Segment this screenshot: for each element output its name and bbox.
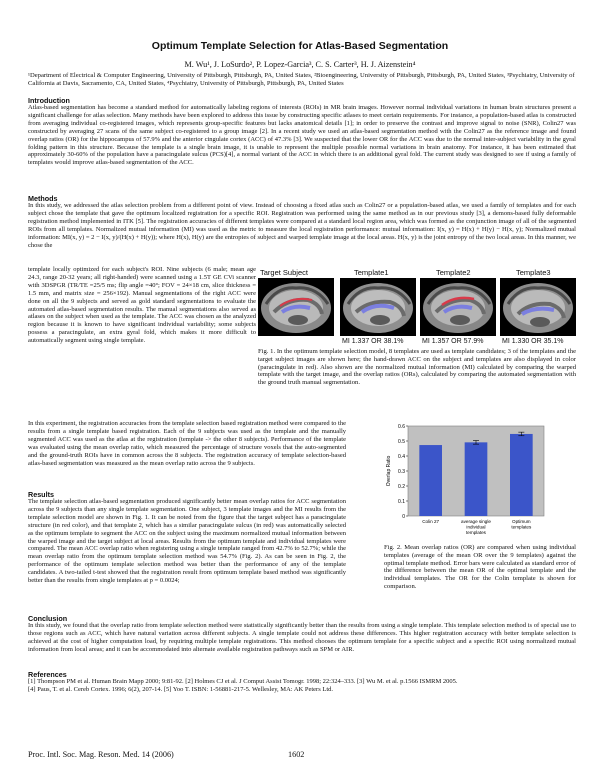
y-tick-label: 0.4 bbox=[398, 453, 405, 460]
figure-1-caption: Fig. 1. In the optimum template selection model, 8 templates are used as template candidates; 3 of the templates and the target subject images are shown here; the hand-drawn ACC on the subject and templates are also displayed in color (paracingulate in red). Also shown are the normalized mutual information (MI) calculated by comparing the warped template with the target image, and the overlap ratios (ORs), calculated by comparing the automated segmentation with the ground truth manual segmentation. bbox=[258, 348, 576, 387]
figure-1-mi-template1: MI 1.337 OR 38.1% bbox=[342, 338, 404, 345]
methods-text-2: In this experiment, the registration accuracies from the template selection based registration method were compared to the results from a single template based registration. Each of the 9 subjects was used as the template and the manually segmented ACC was used as the atlas at the registration (template -> the other 8 subjects). Performance of the template was evaluated using the mean overlap ratio, which measured the percentage of structure voxels that the auto-segmented and the ground-truth ROIs have in common across the 8 subjects. The registration accuracy of template selection-based atlas-based segmentation was measured as the mean overlap ratio across the 9 subjects. bbox=[28, 420, 346, 467]
methods-heading: Methods bbox=[28, 194, 58, 203]
brain-image-template1 bbox=[340, 278, 416, 336]
bar-1 bbox=[465, 442, 488, 516]
figure-1-label-template2: Template2 bbox=[436, 268, 471, 277]
footer-page-number: 1602 bbox=[288, 750, 305, 759]
introduction-heading: Introduction bbox=[28, 96, 70, 105]
x-tick-label: average single bbox=[461, 519, 491, 524]
brain-image-target bbox=[258, 278, 334, 336]
figure-1 bbox=[258, 268, 576, 344]
bar-2 bbox=[510, 434, 533, 516]
y-tick-label: 0 bbox=[402, 513, 405, 520]
y-tick-label: 0.1 bbox=[398, 498, 405, 505]
methods-text-full: In this study, we addressed the atlas selection problem from a different point of view. Instead of choosing a fixed atlas such as Colin27 or a population-based atlas, we used a family of templates and for each subject chose the template that gave the optimum localized registration for a specific ROI. Registration was performed using the same method as in our previous study [3], a demons-based fully deformable registration method implemented in ITK [5]. The registration accuracies of different templates were compared at a standard local region area, which was formed as the conjunction image of all of the segmented ROIs from all templates. Normalized mutual information (MI) was used as the metric to measure the local registration performance: mutual information: I(x, y) = H(x) + H(y) − H(x, y); Normalized mutual information: MI(x, y) = 2 − I(x, y)/(H(x) + H(y)); where H(x), H(y) are the entropies of subject and warped template image at the local areas. H(x, y) is the joint entropy of the two local areas. In this manner, we chose the bbox=[28, 202, 576, 249]
footer-journal: Proc. Intl. Soc. Mag. Reson. Med. 14 (2006) bbox=[28, 750, 174, 759]
conclusion-text: In this study, we found that the overlap ratio from template selection method were statistically significantly better than the results from using a single template. This template selection method is of special use to those regions such as ACC, which have natural variation across different subjects. A single template could not address these differences. This higher registration accuracy with better template selection is achieved at the cost of higher computation load, by requiring multiple template registrations. This method chooses the optimum template for a specific subject and a specific ROI using normalized mutual information from local areas; and it can be accommodated into alternate available registration pathways such as SPM or AIR. bbox=[28, 622, 576, 653]
brain-image-template2 bbox=[420, 278, 496, 336]
introduction-text: Atlas-based segmentation has become a standard method for automatically labeling regions of interests (ROIs) in MR brain images. However normal individual variations in human brain structures present a significant challenge for atlas selection. Many methods have been explored to address this issue by constructing specific atlases to meet certain requirements. For instance, a population-based atlas is constructed from averaging individual co-registered images, which represents group-specific features but lacks anatomical details [1]; in order to preserve the contrast and improve signal to noise (SNR), Colin27 was constructed by averaging 27 scans of the same subject co-registered to a group image [2]. In a recent study we used an atlas-based segmentation method with the Colin27 as the reference image and found overlap ratios (OR) for the hippocampus of 57.9% and the anterior cingulate cortex (ACC) of 47.3% [3]. We suspected that the lower OR for the ACC was due to the normal inter-subject variability in the gyral folding pattern in this structure. Because the template is a single brain image, it is unable to represent the multiple possible normal variations in brain anatomy. For instance, it has been estimated that approximately 30-60% of the population have a paracingulate sulcus (PCS)[4], a normal variant of the ACC in which there is an additional gyral fold. The current study was designed to see if using a family of templates would improve atlas-based segmentation of the ACC. bbox=[28, 104, 576, 167]
brain-image-template3 bbox=[500, 278, 576, 336]
figure-2-chart bbox=[384, 420, 550, 538]
reference-line-1: [1] Thompson PM et al. Human Brain Mapp 2000; 9:81-92. [2] Holmes CJ et al. J Comput Assist Tomogr. 1998; 22:324–333. [3] Wu M. et al. p.1566 ISMRM 2005. bbox=[28, 678, 458, 685]
x-tick-label: individual bbox=[466, 524, 486, 530]
results-text: The template selection atlas-based segmentation produced significantly better mean overlap ratios for ACC segmentation across the 9 subjects than any single template segmentation. One subject, 3 template images and the MI results from the template selection model are shown in Fig. 1. It can be noted from the figure that the target subject has a paracingulate structure (in red color), and that template 2, which has a similar paracingulate sulcus (in red) was automatically selected as the optimum template to segment the ACC on the subject using the maximum normalized mutual information between the warped image and the target subject at local areas. Results from the optimum template and individual templates were compared. The mean ACC overlap ratio when registering using a single template ranged from 42.7% to 52.7%; while the mean overlap ratio from the optimum template selection method was 54.7% (Fig. 2). As can be seen in Fig. 2, the performance of the optimum template selection method was better than the performance of any of the template candidates. A two-tailed t-test showed that the registration result from optimum template based method was significantly better than the results from single templates at p = 0.0024; bbox=[28, 498, 346, 585]
x-tick-label: templates bbox=[466, 530, 486, 535]
references-heading: References bbox=[28, 670, 67, 679]
y-axis-label: Overlap Ratio bbox=[386, 455, 392, 487]
paper-affiliations: ¹Department of Electrical & Computer Engineering, University of Pittsburgh, Pittsburgh, PA, United States, ²Bioengineering, University of Pittsburgh, Pittsburgh, PA, United States, ³Psychiatry, University of California at Davis, Sacramento, CA, United States, ⁴Psychiatry, University of Pittsburgh, Pittsburgh, PA, United States bbox=[28, 72, 575, 87]
x-tick-label: Optimum bbox=[512, 519, 531, 524]
figure-1-mi-template3: MI 1.330 OR 35.1% bbox=[502, 338, 564, 345]
methods-text-left: template locally optimized for each subject's ROI. Nine subjects (6 male; mean age 24.3, range 20-32 years; all right-handed) were scanned using a 1.5T GE CVi scanner with 3DSPGR (TR/TE =25/5 ms; flip angle =40°; FOV = 24×18 cm, slice thickness = 1.5 mm, and matrix size = 256×192). Manual segmentations of the right ACC were done on all the 9 subjects and served as gold standard segmentations to evaluate the automated atlas-based segmentation results. The manual segmentations also served as atlases on the subject when used as the template. The ACC was chosen as the analyzed region because it is known to have significant individual variability; some subjects possess a paracingulate, an extra gyral fold, which makes it more difficult to automatically segment using single template. bbox=[28, 266, 256, 345]
x-tick-label: Colin 27 bbox=[422, 519, 440, 524]
results-heading: Results bbox=[28, 490, 54, 499]
figure-1-label-target: Target Subject bbox=[260, 268, 308, 277]
y-tick-label: 0.3 bbox=[398, 468, 405, 475]
y-tick-label: 0.5 bbox=[398, 438, 405, 445]
paper-authors: M. Wu¹, J. LoSurdo², P. Lopez-Garcia³, C. S. Carter³, H. J. Aizenstein⁴ bbox=[184, 60, 416, 69]
figure-1-label-template3: Template3 bbox=[516, 268, 551, 277]
y-tick-label: 0.2 bbox=[398, 483, 405, 490]
y-tick-label: 0.6 bbox=[398, 423, 405, 430]
reference-line-2: [4] Paus, T. et al. Cereb Cortex. 1996; 6(2), 207-14. [5] Yoo T. ISBN: 1-56881-217-5. Wellesley, MA: AK Peters Ltd. bbox=[28, 686, 334, 693]
figure-1-mi-template2: MI 1.357 OR 57.9% bbox=[422, 338, 484, 345]
x-tick-label: templates bbox=[511, 524, 532, 530]
figure-1-label-template1: Template1 bbox=[354, 268, 389, 277]
figure-2-caption: Fig. 2. Mean overlap ratios (OR) are compared when using individual templates (average of the mean OR over the 9 templates) against the optimal template method. Error bars were calculated as standard error of the difference between the mean OR of the optimal template and the individual templates. The OR for the Colin template is shown for comparison. bbox=[384, 544, 576, 590]
conclusion-heading: Conclusion bbox=[28, 614, 68, 623]
paper-title: Optimum Template Selection for Atlas-Based Segmentation bbox=[151, 40, 449, 52]
bar-0 bbox=[419, 445, 442, 516]
